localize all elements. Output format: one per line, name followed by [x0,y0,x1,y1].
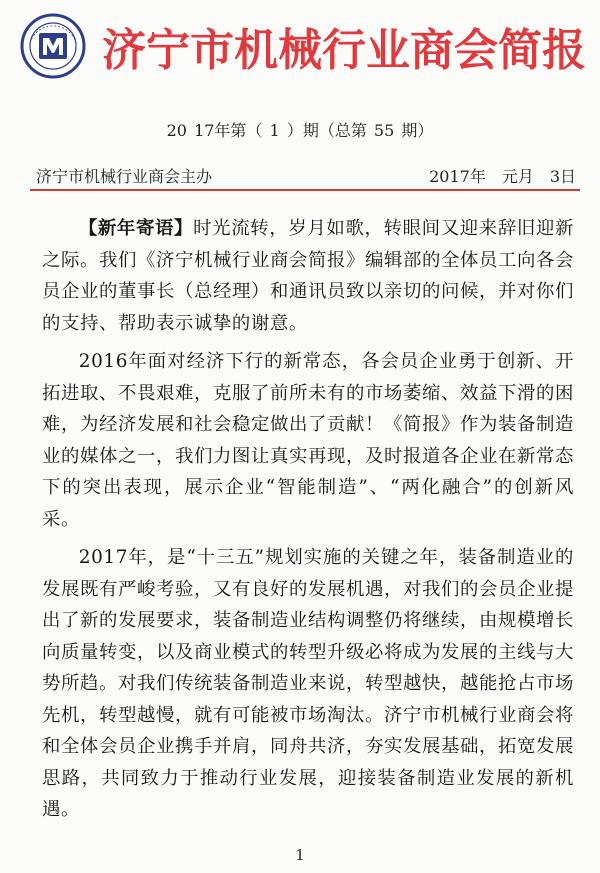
issue-year-suffix: 17年第（ [194,121,263,140]
page-number: 1 [295,846,305,864]
issue-line [0,118,600,141]
article-body [42,213,574,833]
chamber-logo-icon [18,13,88,79]
issue-mid: ）期（总第 [286,121,367,140]
publish-date: 2017年 元月 3日 [429,167,576,186]
organizer: 济宁市机械行业商会主办 [36,167,213,186]
header-divider [30,189,580,191]
sponsor-row [36,164,576,187]
total-issue-number: 55 [373,121,395,140]
newsletter-title: 济宁市机械行业商会简报 [102,25,586,76]
paragraph-3: 2017年，是“十三五”规划实施的关键之年，装备制造业的发展既有严峻考验，又有良好的发展机遇，对我们的会员企业提出了新的发展要求，装备制造业结构调整仍将继续，由规模增长向质量转变，以及商业模式的转型升级必将成为发展的主线与大势所趋。对我们传统装备制造业来说，转型越快，越能抢占市场先机，转型越慢，就有可能被市场淘汰。济宁市机械行业商会将和全体会员企业携手并肩，同舟共济，夯实发展基础，拓宽发展思路，共同致力于推动行业发展，迎接装备制造业发展的新机遇。 [42,547,574,820]
paragraph-1 [42,213,574,339]
paragraph-2: 2016年面对经济下行的新常态，各会员企业勇于创新、开拓进取、不畏艰难，克服了前所未有的市场萎缩、效益下滑的困难，为经济发展和社会稳定做出了贡献！《简报》作为装备制造业的媒体之一，我们力图让真实再现，及时报道各企业在新常态下的突出表现，展示企业“智能制造”、“两化融合”的创新风采。 [42,351,574,530]
paragraph-1-text: 时光流转，岁月如歌，转眼间又迎来辞旧迎新之际。我们《济宁机械行业商会简报》编辑部的全体员工向各会员企业的董事长（总经理）和通讯员致以亲切的问候，并对你们的支持、帮助表示诚挚的谢意。 [42,218,574,334]
issue-number: 1 [269,121,280,140]
issue-year-prefix: 20 [166,121,187,140]
lead-tag: 【新年寄语】 [78,218,194,239]
issue-end: 期） [401,121,434,140]
masthead [18,8,588,84]
